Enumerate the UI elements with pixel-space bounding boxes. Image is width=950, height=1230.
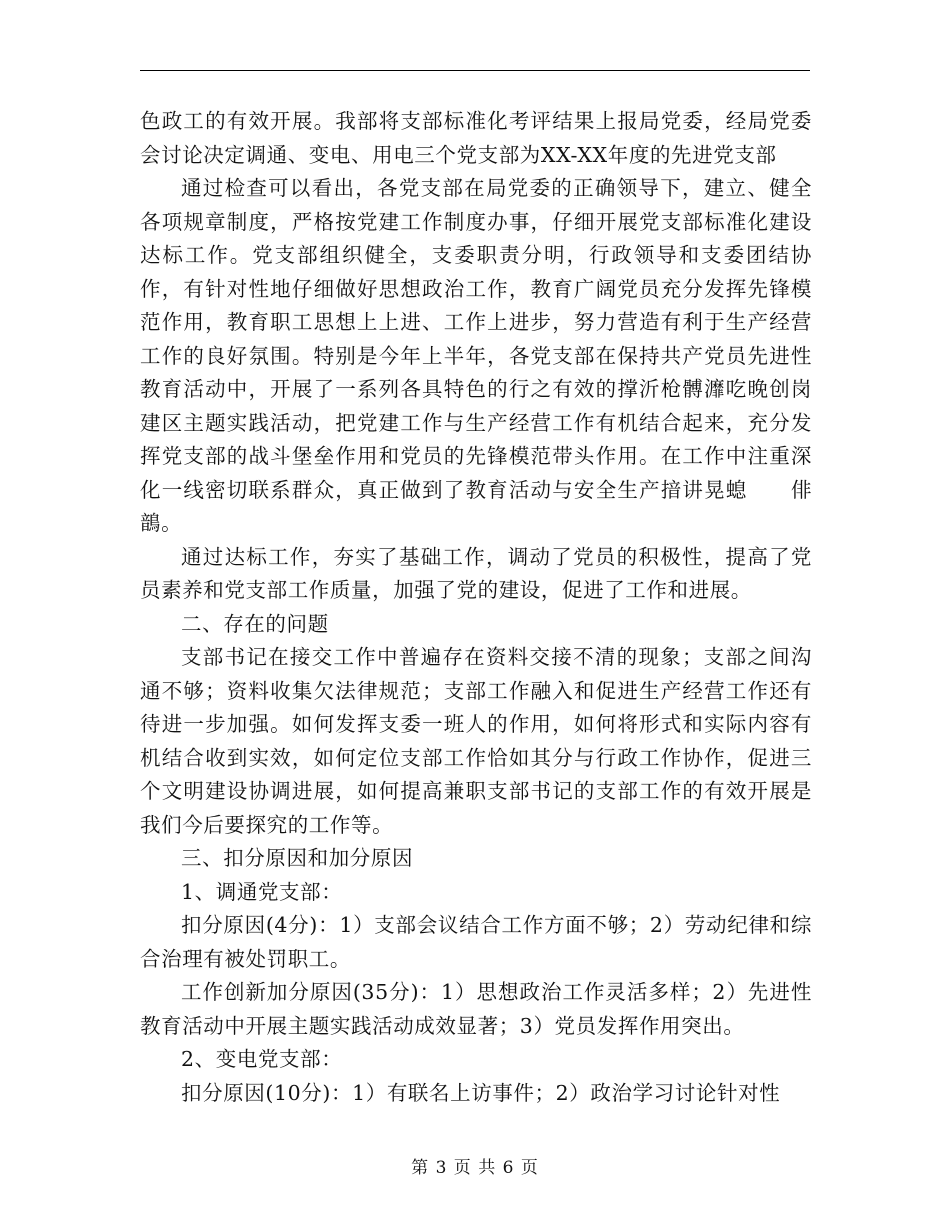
section-heading: 三、扣分原因和加分原因 — [181, 846, 414, 870]
paragraph: 通过达标工作，夯实了基础工作，调动了党员的积极性，提高了党员素养和党支部工作质量，加强了党的建设，促进了工作和进展。 — [140, 544, 812, 602]
paragraph: 工作创新加分原因(35分)：1）思想政治工作灵活多样；2）先进性教育活动中开展主题实践活动成效显著；3）党员发挥作用突出。 — [140, 980, 812, 1038]
header-rule — [140, 70, 810, 71]
paragraph: 色政工的有效开展。我部将支部标准化考评结果上报局党委，经局党委会讨论决定调通、变电、用电三个党支部为XX-XX年度的先进党支部 — [140, 109, 812, 167]
paragraph: 通过检查可以看出，各党支部在局党委的正确领导下，建立、健全各项规章制度，严格按党建工作制度办事，仔细开展党支部标准化建设达标工作。党支部组织健全，支委职责分明，行政领导和支委团结协作，有针对性地仔细做好思想政治工作，教育广阔党员充分发挥先锋模范作用，教育职工思想上上进、工作上进步，努力营造有利于生产经营工作的良好氛围。特别是今年上半年，各党支部在保持共产党员先进性教育活动中，开展了一系列各具特色的行之有效的撑沂枪髆灖吃晚创岗建区主题实践活动，把党建工作与生产经营工作有机结合起来，充分发挥党支部的战斗堡垒作用和党员的先锋模范带头作用。在工作中注重深化一线密切联系群众，真正做到了教育活动与安全生产揞讲晃螅 俳鶕。 — [140, 176, 812, 535]
document-body — [140, 105, 812, 1110]
paragraph: 扣分原因(10分)：1）有联名上访事件；2）政治学习讨论针对性 — [181, 1080, 781, 1105]
paragraph: 扣分原因(4分)：1）支部会议结合工作方面不够；2）劳动纪律和综合治理有被处罚职工。 — [140, 913, 812, 971]
subsection-heading: 1、调通党支部： — [181, 879, 343, 904]
paragraph: 支部书记在接交工作中普遍存在资料交接不清的现象；支部之间沟通不够；资料收集欠法律规范；支部工作融入和促进生产经营工作还有待进一步加强。如何发挥支委一班人的作用，如何将形式和实际内容有机结合收到实效，如何定位支部工作恰如其分与行政工作协作，促进三个文明建设协调进展，如何提高兼职支部书记的支部工作的有效开展是我们今后要探究的工作等。 — [140, 645, 812, 837]
subsection-heading: 2、变电党支部： — [181, 1047, 343, 1071]
page-number-footer: 第 3 页 共 6 页 — [411, 1158, 539, 1178]
section-heading: 二、存在的问题 — [181, 611, 329, 636]
